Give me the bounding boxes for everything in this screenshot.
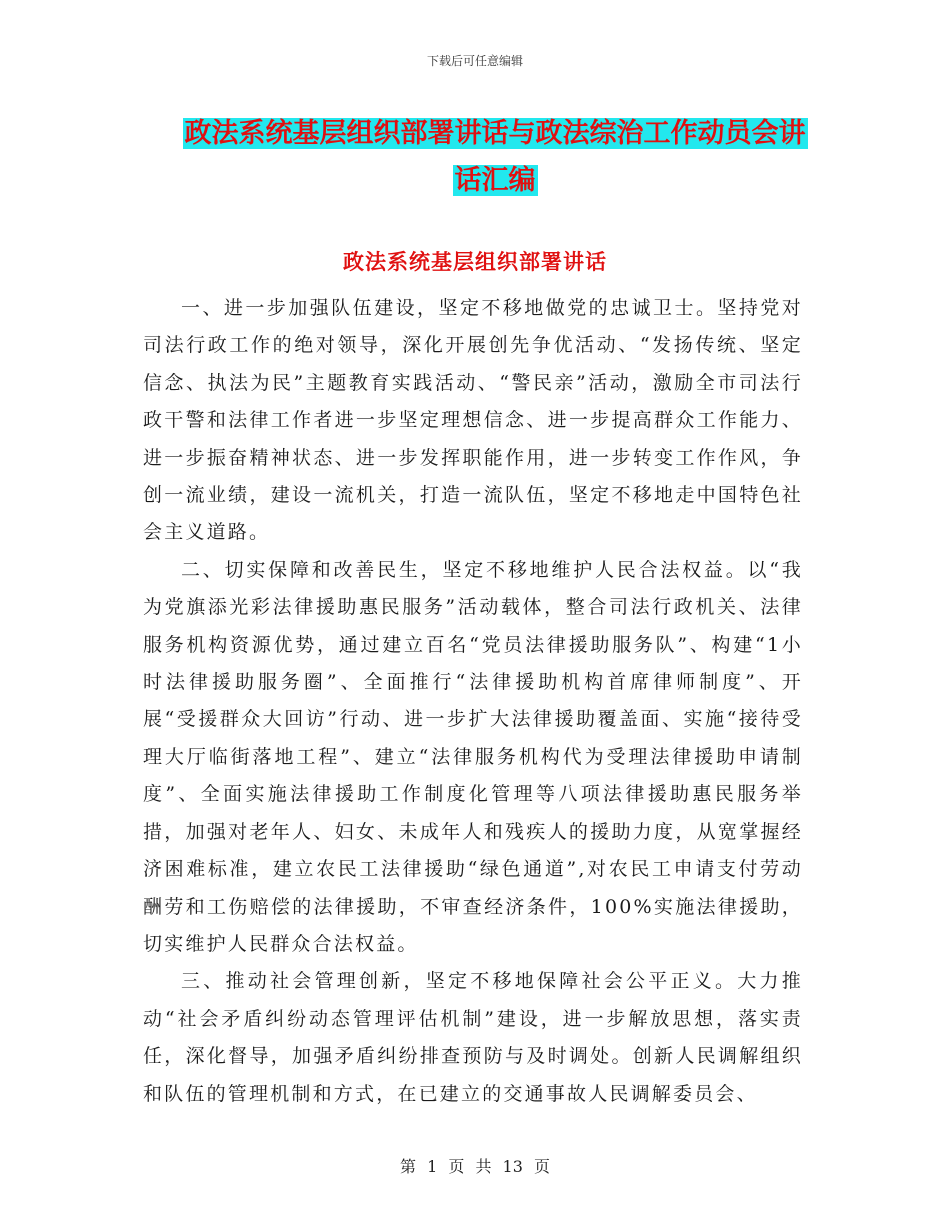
paragraph-3: 三、推动社会管理创新，坚定不移地保障社会公平正义。大力推动“社会矛盾纠纷动态管理评估机制”建设，进一步解放思想，落实责任，深化督导，加强矛盾纠纷排查预防与及时调处。创新人民调解组织和队伍的管理机制和方式，在已建立的交通事故人民调解委员会、 <box>143 970 803 1105</box>
page-number: 第 1 页 共 13 页 <box>400 1157 550 1176</box>
paragraph-2: 二、切实保障和改善民生，坚定不移地维护人民合法权益。以“我为党旗添光彩法律援助惠民服务”活动载体，整合司法行政机关、法律服务机构资源优势，通过建立百名“党员法律援助服务队”、构建“1小时法律援助服务圈”、全面推行“法律援助机构首席律师制度”、开展“受援群众大回访”行动、进一步扩大法律援助覆盖面、实施“接待受理大厅临街落地工程”、建立“法律服务机构代为受理法律援助申请制度”、全面实施法律援助工作制度化管理等八项法律援助惠民服务举措，加强对老年人、妇女、未成年人和残疾人的援助力度，从宽掌握经济困难标准，建立农民工法律援助“绿色通道”,对农民工申请支付劳动酬劳和工伤赔偿的法律援助，不审查经济条件，100%实施法律援助，切实维护人民群众合法权益。 <box>143 558 803 955</box>
page-header-note: 下载后可任意编辑 <box>426 54 523 68</box>
document-title-line-1: 政法系统基层组织部署讲话与政法综治工作动员会讲 <box>184 118 806 149</box>
document-body <box>143 290 803 1113</box>
section-title: 政法系统基层组织部署讲话 <box>343 249 607 274</box>
document-title-line-2: 话汇编 <box>454 165 536 196</box>
document-title <box>175 110 815 204</box>
paragraph-1: 一、进一步加强队伍建设，坚定不移地做党的忠诚卫士。坚持党对司法行政工作的绝对领导，深化开展创先争优活动、“发扬传统、坚定信念、执法为民”主题教育实践活动、“警民亲”活动，激励全市司法行政干警和法律工作者进一步坚定理想信念、进一步提高群众工作能力、进一步振奋精神状态、进一步发挥职能作用，进一步转变工作作风，争创一流业绩，建设一流机关，打造一流队伍，坚定不移地走中国特色社会主义道路。 <box>143 297 803 544</box>
